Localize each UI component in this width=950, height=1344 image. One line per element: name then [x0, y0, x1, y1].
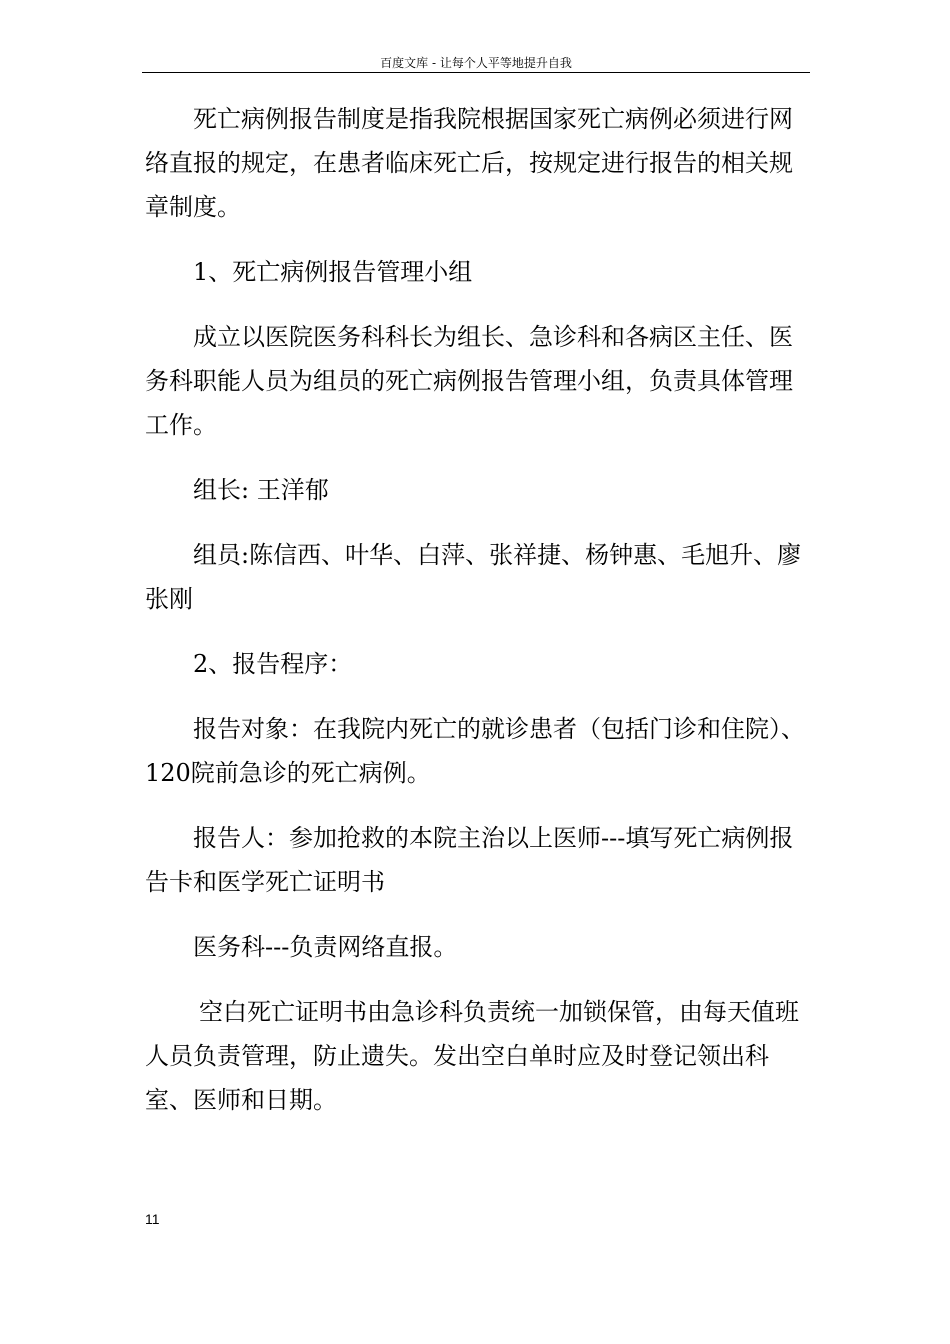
group-description-paragraph: 成立以医院医务科科长为组长、急诊科和各病区主任、医务科职能人员为组员的死亡病例报告管理小组，负责具体管理工作。 [145, 323, 793, 439]
medical-dept-paragraph: 医务科---负责网络直报。 [193, 933, 458, 961]
section-heading-1: 1、死亡病例报告管理小组 [193, 258, 473, 286]
document-body [145, 97, 811, 1143]
reporter-paragraph: 报告人：参加抢救的本院主治以上医师---填写死亡病例报告卡和医学死亡证明书 [145, 824, 794, 896]
section-heading-2: 2、报告程序： [193, 650, 353, 678]
blank-certificate-paragraph: 空白死亡证明书由急诊科负责统一加锁保管，由每天值班人员负责管理，防止遗失。发出空白单时应及时登记领出科室、医师和日期。 [145, 998, 799, 1114]
group-members-line: 组员:陈信西、叶华、白萍、张祥捷、杨钟惠、毛旭升、廖张刚 [145, 541, 802, 613]
intro-paragraph: 死亡病例报告制度是指我院根据国家死亡病例必须进行网络直报的规定，在患者临床死亡后，按规定进行报告的相关规章制度。 [145, 105, 793, 221]
page-header [142, 56, 810, 73]
page-number: 11 [145, 1211, 160, 1227]
group-leader-line: 组长: 王洋郁 [193, 476, 329, 504]
header-text: 百度文库 - 让每个人平等地提升自我 [380, 56, 572, 70]
report-target-paragraph: 报告对象：在我院内死亡的就诊患者（包括门诊和住院）、120院前急诊的死亡病例。 [145, 715, 805, 787]
